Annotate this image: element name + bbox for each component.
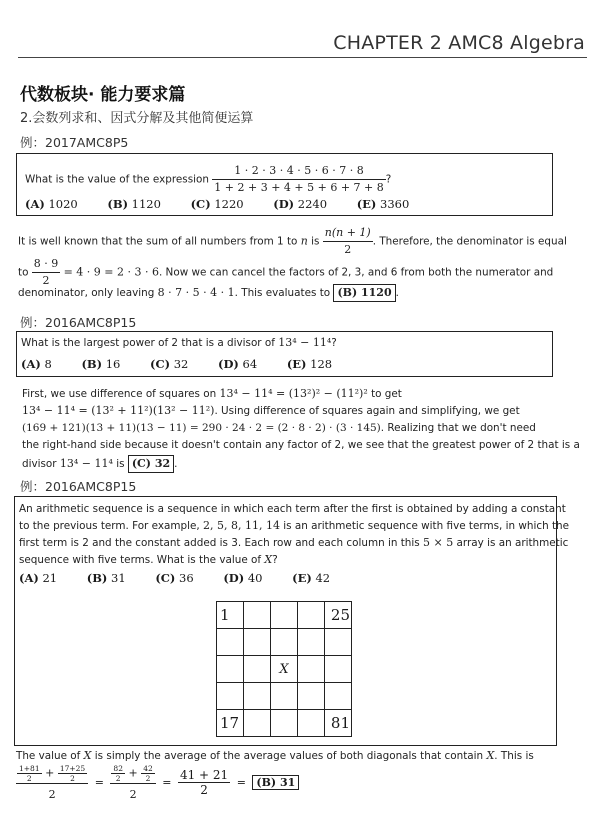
grid-cell	[244, 683, 271, 710]
example1-label: 例：2017AMC8P5	[20, 135, 129, 150]
grid-cell	[271, 683, 298, 710]
grid-cell	[244, 602, 271, 629]
example3-question-line2: to the previous term. For example, 2, 5, 8, 11, 14 is an arithmetic sequence with five terms, in which the	[19, 519, 570, 532]
choice-a: (A) 1020	[25, 197, 78, 211]
grid-cell-top-left: 1	[217, 602, 244, 629]
example1-solution-line2: to $\frac{8 \cdot 9}{2}$ = 4 · 9 = 2 · 3 · 6. Now we can cancel the factors of 2, 3, and 6 from both the numerator and	[18, 257, 554, 287]
example2-question: What is the largest power of 2 that is a divisor of 13⁴ − 11⁴?	[21, 336, 337, 349]
example1-question	[25, 163, 391, 196]
grid-cell	[325, 683, 352, 710]
grid-cell	[271, 629, 298, 656]
grid-cell-bottom-left: 17	[217, 710, 244, 737]
choice-d: (D) 40	[223, 571, 263, 585]
example3-question-line3: first term is 2 and the constant added is 3. Each row and each column in this 5 × 5 array is an arithmetic	[19, 536, 569, 549]
grid-cell	[298, 656, 325, 683]
grid-cell	[244, 710, 271, 737]
grid-cell	[217, 656, 244, 683]
header-divider	[18, 57, 587, 58]
example3-question-line1: An arithmetic sequence is a sequence in which each term after the first is obtained by adding a constant	[19, 503, 566, 515]
example1-solution-line1: It is well known that the sum of all numbers from 1 to n is $\frac{n(n + 1)}{2}$ . Therefore, the denominator is equal	[18, 226, 567, 256]
grid-cell-top-right: 25	[325, 602, 352, 629]
fraction-3: $\frac{41 + 21}{2}$	[179, 768, 229, 797]
choice-e: (E) 42	[292, 571, 331, 585]
choice-b: (B) 1120	[107, 197, 161, 211]
example1-solution-line3: denominator, only leaving 8 · 7 · 5 · 4 · 1. This evaluates to (B) 1120 .	[18, 284, 399, 302]
grid-cell	[217, 683, 244, 710]
choice-b: (B) 16	[81, 357, 121, 371]
example3-choices	[19, 571, 356, 585]
choice-e: (E) 3360	[356, 197, 410, 211]
example2-answer: (C) 32	[128, 455, 174, 473]
choice-b: (B) 31	[86, 571, 126, 585]
example1-numerator: 1 · 2 · 3 · 4 · 5 · 6 · 7 · 8	[212, 163, 385, 180]
example2-solution-line1: First, we use difference of squares on 13⁴ − 11⁴ = (13²)² − (11²)² to get	[22, 387, 402, 400]
example3-solution-equation: $\frac{1+81}{2}$ + $\frac{17+25}{2}$ 2 = $\frac{82}{2}$ + $\frac{42}{2}$ 2 = $\frac{41 + 21}{2}$ = (B) 31	[16, 764, 299, 801]
example1-expression	[212, 163, 385, 196]
example1-denominator: 1 + 2 + 3 + 4 + 5 + 6 + 7 + 8	[214, 181, 384, 194]
choice-a: (A) 8	[21, 357, 52, 371]
choice-c: (C) 32	[150, 357, 189, 371]
example1-question-prefix: What is the value of the expression	[25, 173, 209, 186]
choice-e: (E) 128	[286, 357, 333, 371]
grid-cell	[244, 656, 271, 683]
sum-formula: $\frac{n(n + 1)}{2}$	[324, 226, 371, 256]
grid-cell	[298, 683, 325, 710]
example2-solution-line4: the right-hand side because it doesn't contain any factor of 2, we see that the greatest power of 2 that is a	[22, 439, 580, 451]
grid-cell	[217, 629, 244, 656]
choice-c: (C) 1220	[190, 197, 244, 211]
grid-cell	[244, 629, 271, 656]
choice-d: (D) 64	[218, 357, 258, 371]
fraction-1: $\frac{1+81}{2}$ + $\frac{17+25}{2}$ 2	[16, 764, 88, 801]
example1-question-box	[16, 153, 553, 216]
grid-cell	[298, 710, 325, 737]
example2-solution-line3: (169 + 121)(13 + 11)(13 − 11) = 290 · 24 · 2 = (2 · 8 · 2) · (3 · 145). Realizing that we don't need	[22, 422, 536, 434]
example1-question-suffix: ?	[385, 173, 392, 186]
example2-solution-line2: 13⁴ − 11⁴ = (13² + 11²)(13² − 11²). Using difference of squares again and simplifying, we get	[22, 404, 520, 417]
example1-choices	[25, 197, 435, 211]
grid-cell	[325, 629, 352, 656]
example3-answer: (B) 31	[252, 775, 299, 790]
example3-question-line4: sequence with five terms. What is the value of X?	[19, 553, 278, 566]
denominator-fraction: $\frac{8 \cdot 9}{2}$	[33, 257, 59, 287]
choice-d: (D) 2240	[273, 197, 328, 211]
example3-label: 例：2016AMC8P15	[20, 479, 137, 494]
grid-cell	[298, 602, 325, 629]
section-title: 代数板块· 能力要求篇	[20, 85, 186, 105]
example2-choices	[21, 357, 358, 371]
grid-cell	[325, 656, 352, 683]
chapter-header: CHAPTER 2 AMC8 Algebra	[333, 32, 585, 54]
example1-answer: (B) 1120	[333, 284, 395, 302]
fraction-2: $\frac{82}{2}$ + $\frac{42}{2}$ 2	[110, 764, 155, 801]
grid-cell	[271, 602, 298, 629]
example2-label: 例：2016AMC8P15	[20, 315, 137, 330]
choice-c: (C) 36	[155, 571, 194, 585]
grid-cell	[271, 710, 298, 737]
arithmetic-grid	[216, 601, 352, 737]
section-subtitle: 2.会数列求和、因式分解及其他简便运算	[20, 111, 254, 126]
grid-cell-bottom-right: 81	[325, 710, 352, 737]
grid-cell	[298, 629, 325, 656]
grid-cell-center: X	[271, 656, 298, 683]
example2-question-box	[16, 331, 553, 377]
choice-a: (A) 21	[19, 571, 58, 585]
example3-solution-line1: The value of X is simply the average of the average values of both diagonals that contain X. This is	[16, 749, 534, 762]
example2-solution-line5: divisor 13⁴ − 11⁴ is (C) 32 .	[22, 455, 177, 473]
